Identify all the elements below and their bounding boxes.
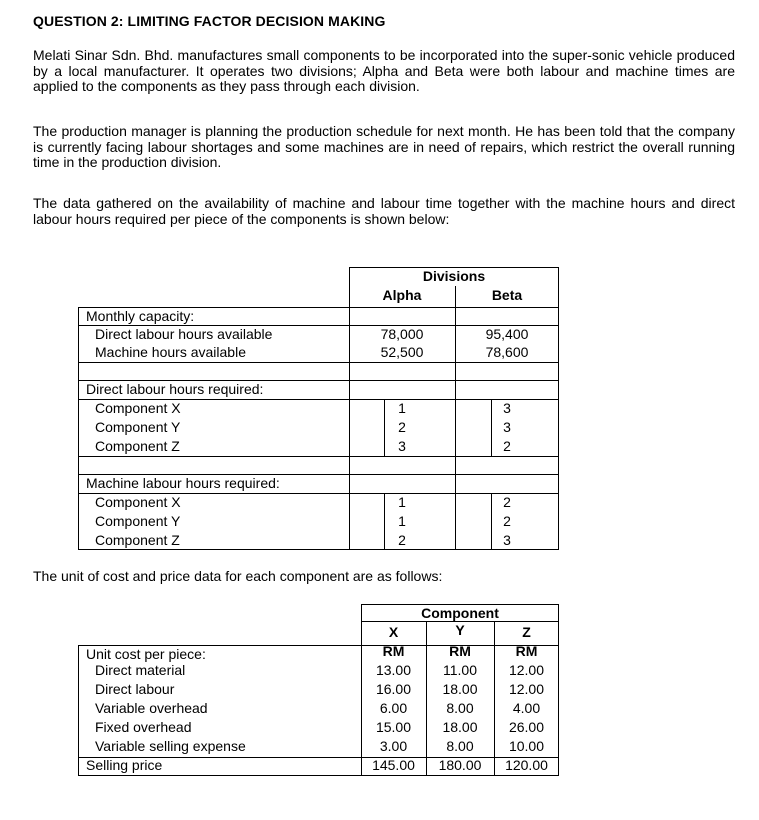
alpha-value: 52,500 (380, 344, 424, 360)
row-label: Component Z (95, 532, 180, 548)
alpha-value: 2 (398, 532, 406, 548)
unit-y: RM (449, 643, 471, 659)
col-z-header: Z (522, 624, 531, 640)
alpha-value: 1 (398, 494, 406, 510)
x-value: 145.00 (372, 757, 415, 773)
alpha-header: Alpha (382, 287, 422, 303)
component-header: Component (421, 605, 499, 621)
divisions-header: Divisions (422, 268, 486, 284)
y-value: 180.00 (438, 757, 482, 773)
col-x-header: X (388, 624, 399, 640)
z-value: 120.00 (505, 757, 548, 773)
alpha-value: 78,000 (380, 326, 424, 342)
alpha-value: 1 (398, 400, 406, 416)
z-value: 26.00 (508, 719, 545, 735)
y-value: 8.00 (446, 738, 474, 754)
row-label: Direct labour hours available (95, 326, 273, 342)
z-value: 12.00 (508, 681, 545, 697)
row-label: Component Y (95, 513, 181, 529)
col-y-header: Y (455, 622, 465, 638)
x-value: 6.00 (379, 700, 408, 716)
intro-paragraph: Melati Sinar Sdn. Bhd. manufactures small components to be incorporated into the super-sonic vehicle produced by a local manufacturer. It operates two divisions; Alpha and Beta were both labour and machine times are applied to the components as they pass through each division. (33, 47, 735, 94)
y-value: 18.00 (442, 681, 478, 697)
row-label: Direct material (95, 662, 186, 678)
z-value: 10.00 (508, 738, 545, 754)
cost-intro-paragraph: The unit of cost and price data for each component are as follows: (33, 568, 443, 584)
row-label: Component X (95, 494, 181, 510)
question-title: QUESTION 2: LIMITING FACTOR DECISION MAKING (33, 13, 386, 29)
alpha-value: 1 (398, 513, 406, 529)
y-value: 18.00 (442, 719, 478, 735)
section-heading: Machine labour hours required: (86, 475, 280, 491)
beta-value: 95,400 (485, 326, 529, 342)
row-label: Fixed overhead (95, 719, 192, 735)
cost-heading: Unit cost per piece: (86, 646, 206, 662)
data-paragraph: The data gathered on the availability of machine and labour time together with the machine hours and direct labour hours required per piece of the components is shown below: (33, 195, 735, 227)
beta-value: 3 (503, 532, 511, 548)
row-label: Direct labour (95, 681, 175, 697)
section-heading: Direct labour hours required: (86, 381, 264, 397)
row-label: Component Y (95, 419, 181, 435)
unit-x: RM (382, 643, 405, 659)
row-label: Variable selling expense (95, 738, 246, 754)
row-label: Machine hours available (95, 344, 246, 360)
beta-value: 78,600 (485, 344, 529, 360)
row-label: Variable overhead (95, 700, 208, 716)
alpha-value: 3 (398, 438, 406, 454)
y-value: 11.00 (443, 662, 477, 678)
row-label: Selling price (86, 757, 163, 773)
beta-value: 3 (503, 419, 511, 435)
beta-value: 2 (503, 513, 511, 529)
unit-z: RM (515, 643, 538, 659)
z-value: 12.00 (508, 662, 545, 678)
beta-value: 2 (503, 494, 511, 510)
production-paragraph: The production manager is planning the production schedule for next month. He has been told that the company is currently facing labour shortages and some machines are in need of repairs, which restrict the overall running time in the production division. (33, 123, 735, 170)
row-label: Component X (95, 400, 181, 416)
row-label: Component Z (95, 438, 180, 454)
beta-value: 3 (503, 400, 511, 416)
x-value: 16.00 (375, 681, 412, 697)
x-value: 15.00 (375, 719, 412, 735)
beta-value: 2 (503, 438, 511, 454)
section-heading: Monthly capacity: (86, 308, 195, 324)
y-value: 8.00 (446, 700, 474, 716)
x-value: 13.00 (375, 662, 412, 678)
alpha-value: 2 (398, 419, 406, 435)
beta-header: Beta (491, 287, 523, 303)
z-value: 4.00 (512, 700, 541, 716)
x-value: 3.00 (379, 738, 408, 754)
